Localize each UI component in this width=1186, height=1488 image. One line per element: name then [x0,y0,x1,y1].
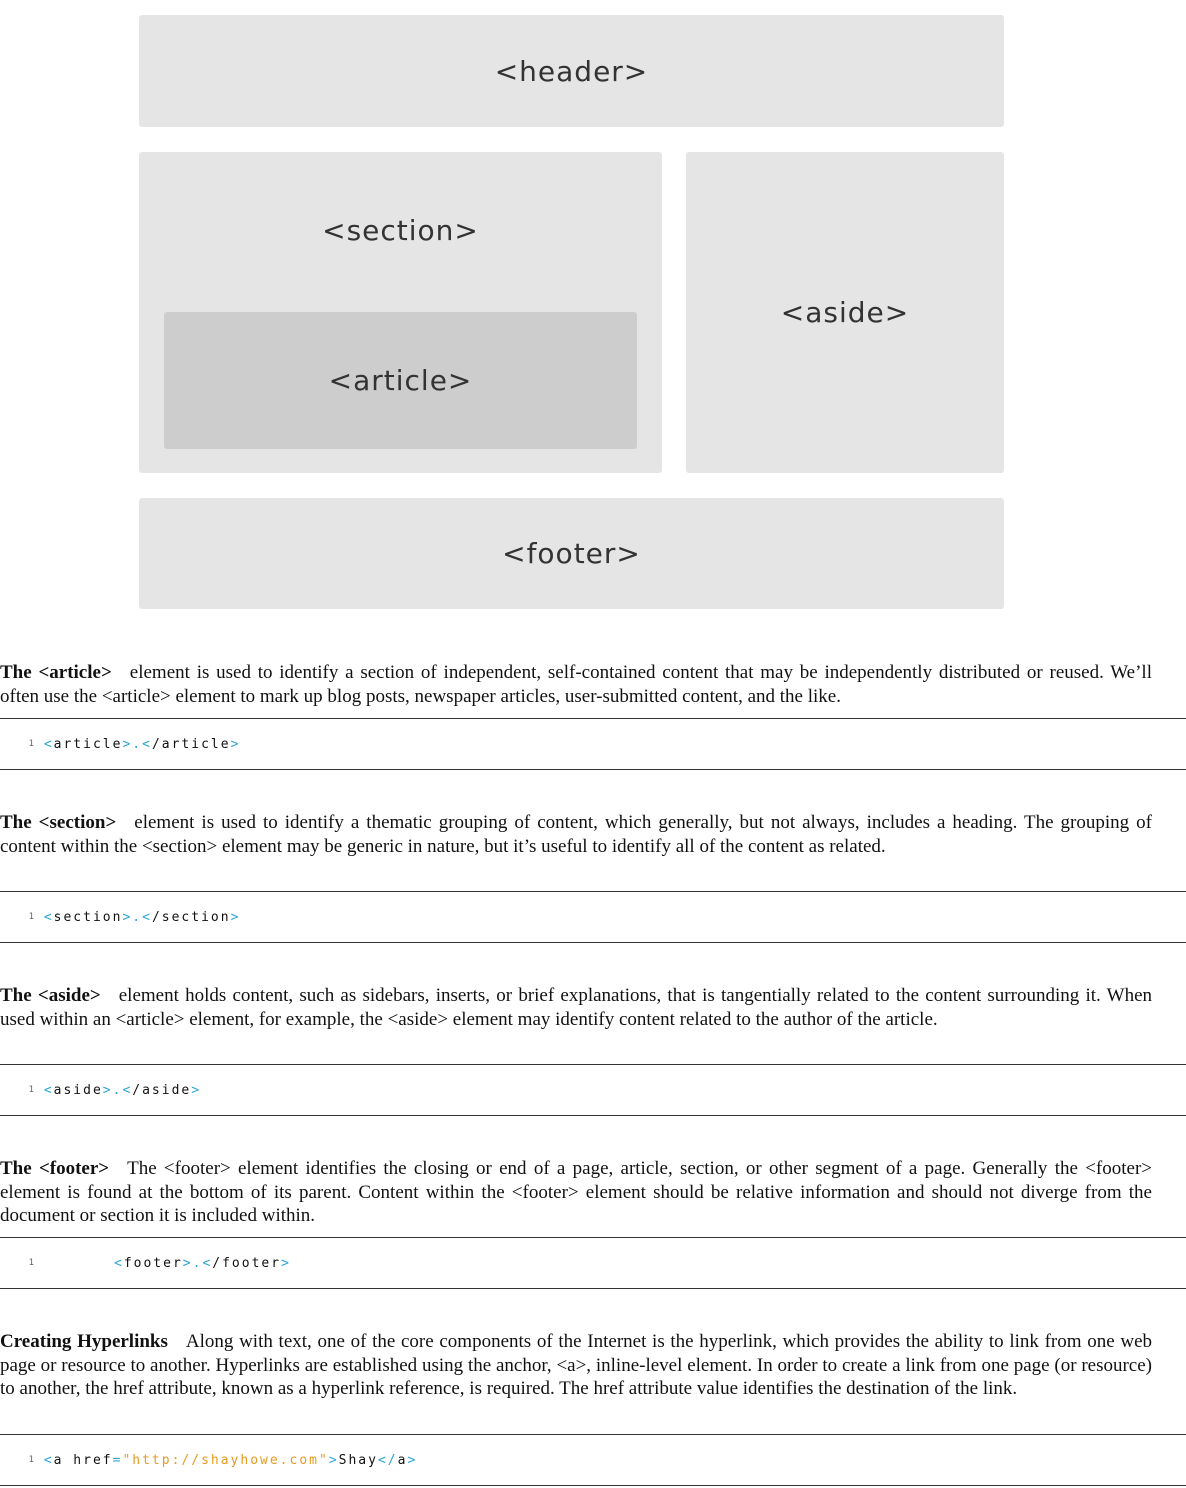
code-token: a [397,1452,408,1468]
aside-term: The <aside> [0,985,101,1006]
code-token: < [114,1255,124,1271]
code-token: /section [151,909,231,925]
line-number: 1 [28,1455,34,1465]
hyperlink-code [0,1434,1186,1486]
section-text: element is used to identify a thematic grouping of content, which generally, but not always, includes a heading. The grouping of content within the <section> element may be generic in nature, but it’s useful to identify all of the content as related. [0,812,1152,857]
article-label: <article> [328,364,473,397]
hyperlinks-paragraph [0,1330,1152,1401]
section-code [0,891,1186,943]
aside-label: <aside> [780,296,910,329]
line-number: 1 [28,739,34,749]
code-token: >.< [122,909,152,925]
code-token: "http://shayhowe.com" [122,1452,329,1468]
code-token: >.< [182,1255,213,1271]
code-token: > [328,1452,339,1468]
article-term: The <article> [0,662,112,683]
code-token: > [230,736,241,752]
code-token: aside [53,1082,103,1098]
line-number: 1 [28,912,34,922]
footer-paragraph [0,1157,1152,1228]
line-number: 1 [28,1258,34,1268]
line-number: 1 [28,1085,34,1095]
hyperlinks-term: Creating Hyperlinks [0,1331,168,1352]
hyperlinks-text: Along with text, one of the core components of the Internet is the hyperlink, which provides the ability to link from one web page or resource to another. Hyperlinks are established using the anchor, <a>, inline-level element. In order to create a link from one page (or resource) to another, the href attribute, known as a hyperlink reference, is required. The href attribute value identifies the destination of the link. [0,1331,1152,1399]
article-box [164,312,637,449]
footer-term: The <footer> [0,1158,110,1179]
code-token: article [53,736,123,752]
code-token: section [53,909,123,925]
code-token: footer [123,1255,183,1271]
footer-box [139,498,1004,609]
aside-code [0,1064,1186,1116]
code-token: > [407,1452,418,1468]
code-token: a href [53,1452,113,1468]
header-box [139,15,1004,127]
code-token: < [43,1082,54,1098]
code-token: = [112,1452,123,1468]
aside-box [686,152,1004,473]
code-token: > [230,909,241,925]
code-token: > [281,1255,291,1271]
code-token: < [43,1452,54,1468]
section-paragraph [0,811,1152,858]
code-token: >.< [122,736,152,752]
code-token: > [191,1082,202,1098]
code-token: Shay [338,1452,378,1468]
aside-paragraph [0,984,1152,1031]
aside-text: element holds content, such as sidebars, inserts, or brief explanations, that is tangentially related to the content surrounding it. When used within an <article> element, for example, the <aside> element may identify content related to the author of the article. [0,985,1153,1030]
footer-label: <footer> [502,537,641,570]
code-token: >.< [102,1082,133,1098]
footer-text: The <footer> element identifies the closing or end of a page, article, section, or other segment of a page. Generally the <footer> element is found at the bottom of its parent. Content within the <footer> element should be relative information and should not diverge from the document or section it is included within. [0,1158,1152,1226]
section-label: <section> [322,214,479,247]
code-token: /aside [132,1082,192,1098]
code-token: /footer [212,1255,282,1271]
code-token: </ [377,1452,398,1468]
section-term: The <section> [0,812,117,833]
code-token: < [43,909,54,925]
header-label: <header> [494,54,649,88]
article-paragraph [0,661,1152,708]
code-token: /article [151,736,231,752]
code-token: < [43,736,54,752]
article-code [0,718,1186,770]
article-text: element is used to identify a section of independent, self-contained content that may be independently distributed or reused. We’ll often use the <article> element to mark up blog posts, newspaper articles, user-submitted content, and the like. [0,662,1152,707]
footer-code [0,1237,1186,1289]
